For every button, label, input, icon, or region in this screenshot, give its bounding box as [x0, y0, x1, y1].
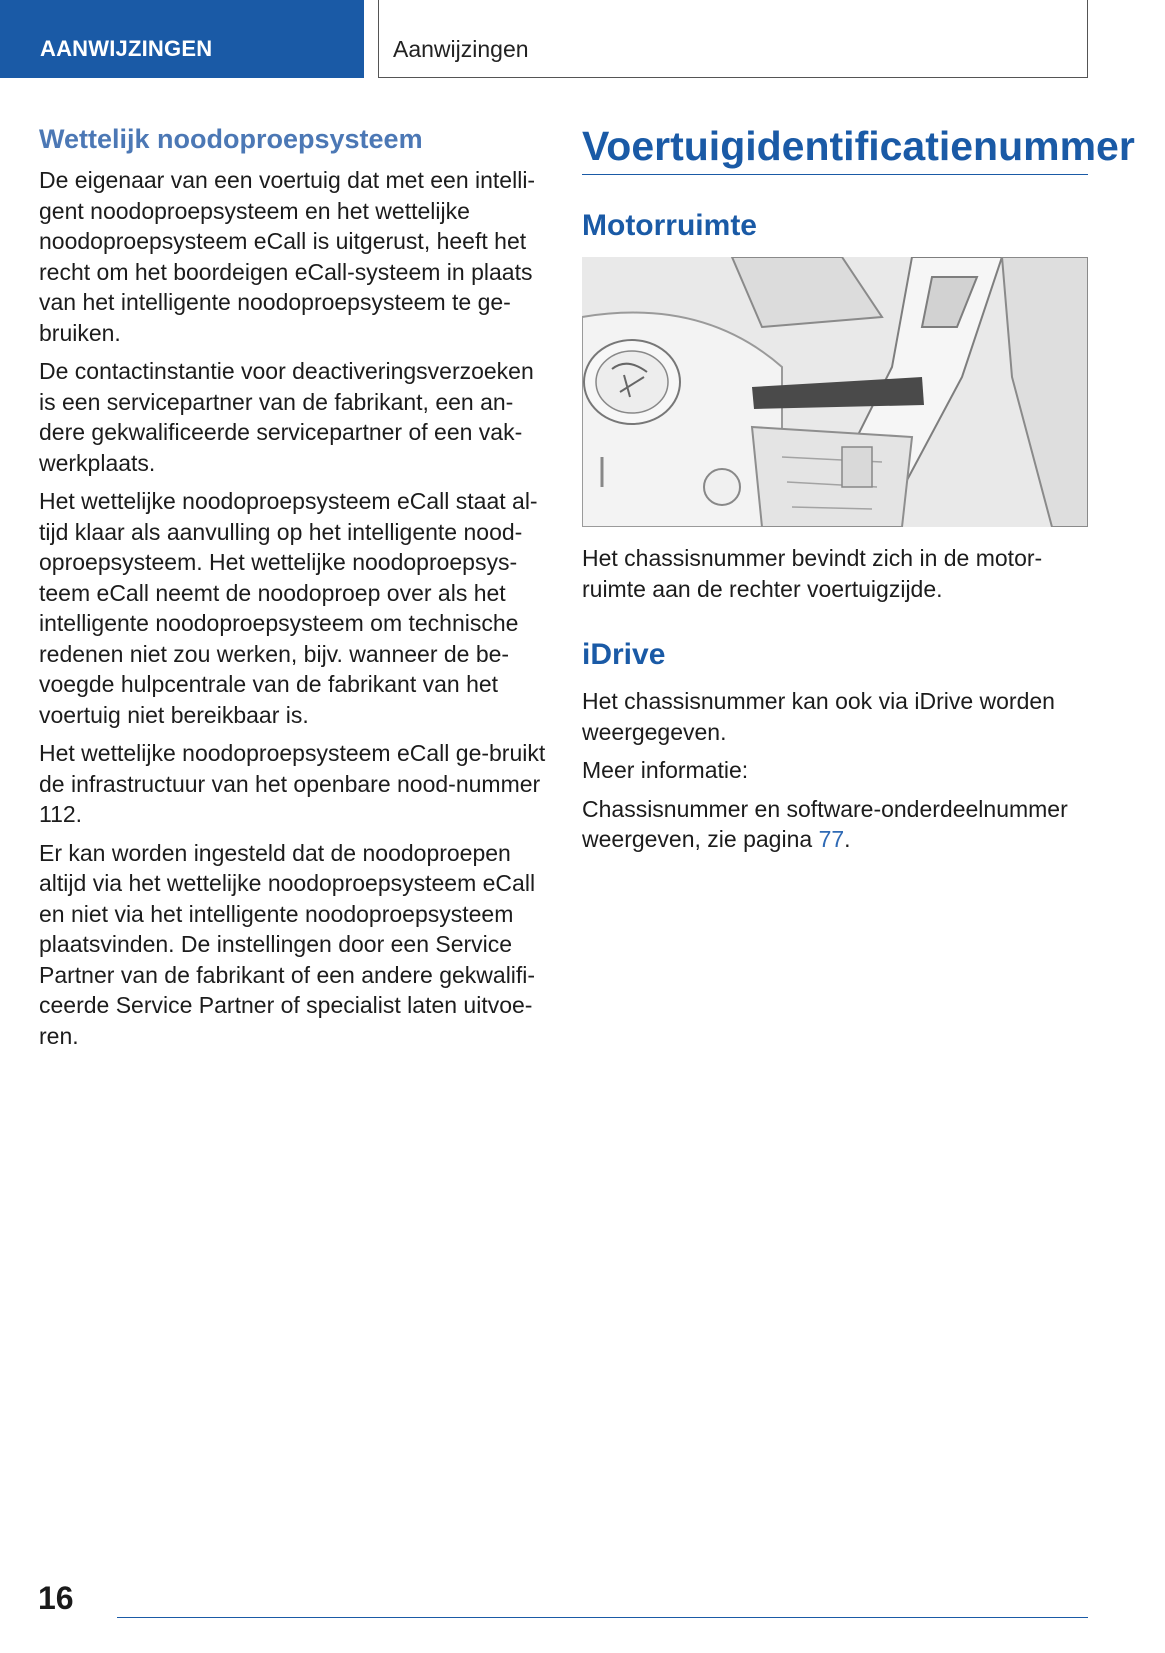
- cross-reference-end: .: [844, 826, 851, 852]
- chapter-tab: [0, 0, 364, 78]
- section-heading-idrive: iDrive: [582, 638, 666, 671]
- section-heading-ecall: Wettelijk noodoproepsysteem: [39, 124, 423, 154]
- paragraph-ecall-infrastructure: Het wettelijke noodoproepsysteem eCall ge-bruikt de infrastructuur van het openbare nood-nummer 112.: [39, 740, 546, 827]
- left-column: [39, 124, 549, 1059]
- paragraph-ecall-owner: De eigenaar van een voertuig dat met een intelli-gent noodoproepsysteem en het wettelijke noodoproepsysteem eCall is uitgerust, heeft het recht om het boordeigen eCall-systeem in plaats van het intelligente noodoproepsysteem te ge-bruiken.: [39, 167, 536, 346]
- page-number: 16: [38, 1580, 74, 1616]
- running-header: [378, 0, 1088, 78]
- cross-reference: [582, 794, 1088, 855]
- engine-bay-drawing: [582, 257, 1088, 527]
- engine-bay-illustration: [582, 257, 1088, 527]
- chassis-location-text: Het chassisnummer bevindt zich in de motor-ruimte aan de rechter voertuigzijde.: [582, 545, 1043, 602]
- page-link-77[interactable]: 77: [818, 826, 845, 852]
- idrive-text: Het chassisnummer kan ook via iDrive worden weergegeven.: [582, 688, 1055, 745]
- running-header-label: Aanwijzingen: [393, 36, 529, 62]
- chapter-tab-label: AANWIJZINGEN: [40, 36, 213, 61]
- paragraph-ecall-backup: Het wettelijke noodoproepsysteem eCall staat al-tijd klaar als aanvulling op het intelligente nood-oproepsysteem. Het wettelijke noodoproepsys-teem eCall neemt de noodoproep over als het intelligente noodoproepsysteem om technische redenen niet zou werken, bijv. wanneer de be-voegde hulpcentrale van de fabrikant van het voertuig niet bereikbaar is.: [39, 488, 538, 728]
- right-column: [582, 123, 1135, 863]
- more-info-label: Meer informatie:: [582, 757, 749, 783]
- cross-reference-text: Chassisnummer en software-onderdeelnummer weergeven, zie pagina: [582, 795, 1068, 852]
- paragraph-ecall-contact: De contactinstantie voor deactiveringsverzoeken is een servicepartner van de fabrikant, een an-dere gekwalificeerde servicepartner of een vak-werkplaats.: [39, 358, 534, 476]
- section-heading-motorruimte: Motorruimte: [582, 209, 757, 242]
- paragraph-ecall-settings: Er kan worden ingesteld dat de noodoproepen altijd via het wettelijke noodoproepsysteem eCall en niet via het intelligente noodoproepsysteem plaatsvinden. De instellingen door een Service Partner van de fabrikant of een andere gekwalifi-ceerde Service Partner of specialist laten uitvoe-ren.: [39, 839, 536, 1049]
- footer-divider: [117, 1617, 1088, 1618]
- page-title: Voertuigidentificatienummer: [582, 124, 1088, 175]
